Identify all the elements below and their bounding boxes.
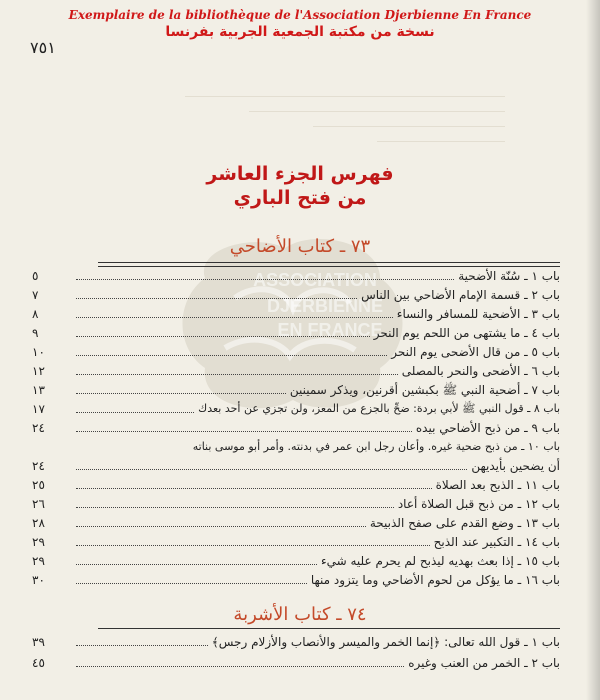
leader-dots [76, 506, 394, 508]
toc-page: ١٢ [32, 364, 45, 378]
leader-dots [76, 335, 370, 337]
toc-entry[interactable] [30, 285, 560, 303]
toc-title: باب ١١ ـ الذبح بعد الصلاة [435, 478, 560, 492]
leader-dots [76, 563, 317, 565]
book-heading-73: ٧٣ ـ كتاب الأضاحي [229, 236, 371, 257]
library-stamp-arabic: نسخة من مكتبة الجمعية الجربية بفرنسا [165, 24, 435, 40]
toc-title: باب ٢ ـ قسمة الإمام الأضاحي بين الناس [361, 288, 560, 302]
toc-page: ٨ [32, 307, 39, 321]
toc-title: باب ٩ ـ من ذبح الأضاحي بيده [415, 421, 560, 435]
toc-entry[interactable] [30, 570, 560, 588]
toc-entry[interactable] [30, 632, 560, 650]
leader-dots [76, 354, 387, 356]
watermark-text-2: DJERBIENNE [266, 296, 384, 316]
binding-shadow [586, 0, 600, 700]
leader-dots [76, 468, 467, 470]
leader-dots [76, 644, 208, 646]
index-title [0, 162, 600, 210]
toc-entry[interactable] [30, 399, 560, 417]
toc-title: باب ٥ ـ من قال الأضحى يوم النحر [391, 345, 560, 359]
leader-dots [76, 278, 454, 280]
toc-entry[interactable] [30, 653, 560, 671]
leader-dots [76, 487, 432, 489]
leader-dots [76, 544, 430, 546]
toc-page: ٢٥ [32, 478, 45, 492]
toc-title: باب ١٣ ـ وضع القدم على صفح الذبيحة [369, 516, 560, 530]
toc-title: باب ١٥ ـ إذا بعث بهديه ليذبح لم يحرم عليه شيء [320, 554, 560, 568]
toc-entry[interactable] [30, 342, 560, 360]
watermark-text-1: ASSOCIATION [253, 270, 377, 290]
bleed-through-decoration [185, 86, 505, 142]
toc-page: ٢٦ [32, 497, 45, 511]
toc-page: ٢٨ [32, 516, 45, 530]
toc-entry[interactable] [30, 361, 560, 379]
toc-title: أن يضحين بأيديهن [471, 459, 560, 473]
toc-title: باب ٤ ـ ما يشتهى من اللحم يوم النحر [373, 326, 560, 340]
toc-entry[interactable] [30, 494, 560, 512]
book-heading-74: ٧٤ ـ كتاب الأشربة [233, 604, 367, 625]
toc-title: باب ١٦ ـ ما يؤكل من لحوم الأضاحي وما يتزود منها [310, 573, 560, 587]
toc-title: باب ١ ـ سُنّة الأضحية [458, 269, 560, 283]
toc-title: باب ٦ ـ الأضحى والنحر بالمصلى [401, 364, 560, 378]
index-title-line2: من فتح الباري [233, 187, 367, 209]
toc-title: باب ١٠ ـ من ذبح ضحية غيره. وأعان رجل ابن عمر في بدنته. وأمر أبو موسى بناته [192, 440, 560, 453]
toc-page: ١٣ [32, 383, 45, 397]
toc-entry[interactable] [30, 437, 560, 455]
toc-page: ٤٥ [32, 656, 45, 670]
toc-entry[interactable] [30, 266, 560, 284]
toc-entry[interactable] [30, 304, 560, 322]
toc-page: ٢٩ [32, 554, 45, 568]
watermark-text-3: EN FRANCE [277, 320, 383, 340]
page-number: ٧٥١ [30, 38, 56, 57]
toc-title: باب ٣ ـ الأضحية للمسافر والنساء [396, 307, 560, 321]
toc-page: ١٧ [32, 402, 45, 416]
toc-entry[interactable] [30, 475, 560, 493]
toc-title: باب ١٢ ـ من ذبح قبل الصلاة أعاد [397, 497, 560, 511]
leader-dots [76, 411, 194, 413]
toc-page: ٢٤ [32, 421, 45, 435]
toc-page: ٢٤ [32, 459, 45, 473]
toc-entry[interactable] [30, 532, 560, 550]
leader-dots [76, 525, 366, 527]
toc-page: ٩ [32, 326, 39, 340]
leader-dots [76, 392, 286, 394]
leader-dots [76, 316, 393, 318]
leader-dots [76, 665, 404, 667]
toc-title: باب ٧ ـ أضحية النبي ﷺ بكبشين أقرنين، ويذكر سمينين [289, 383, 560, 397]
toc-entry-continued[interactable] [30, 456, 560, 474]
toc-page: ٣٩ [32, 635, 45, 649]
leader-dots [76, 582, 307, 584]
toc-entry[interactable] [30, 513, 560, 531]
toc-entry[interactable] [30, 380, 560, 398]
toc-page: ٥ [32, 269, 39, 283]
toc-entry[interactable] [30, 551, 560, 569]
toc-title: باب ٢ ـ الخمر من العنب وغيره [408, 656, 560, 670]
library-stamp-french: Exemplaire de la bibliothèque de l'Association Djerbienne En France [68, 8, 532, 22]
leader-dots [76, 430, 412, 432]
index-title-line1: فهرس الجزء العاشر [206, 163, 394, 185]
toc-page: ٢٩ [32, 535, 45, 549]
toc-title: باب ٨ ـ قول النبي ﷺ لأبي بردة: ضحِّ بالجزع من المعز، ولن تجزي عن أحد بعدك [198, 402, 560, 415]
toc-title: باب ١٤ ـ التكبير عند الذبح [433, 535, 560, 549]
toc-entry[interactable] [30, 418, 560, 436]
leader-dots [76, 373, 398, 375]
toc-title: باب ١ ـ قول الله تعالى: ﴿إنما الخمر والميسر والأنصاب والأزلام رجس﴾ [211, 635, 560, 649]
leader-dots [76, 297, 357, 299]
toc-page: ١٠ [32, 345, 45, 359]
toc-page: ٧ [32, 288, 39, 302]
toc-entry[interactable] [30, 323, 560, 341]
toc-page: ٣٠ [32, 573, 45, 587]
heading-rule [98, 628, 560, 629]
